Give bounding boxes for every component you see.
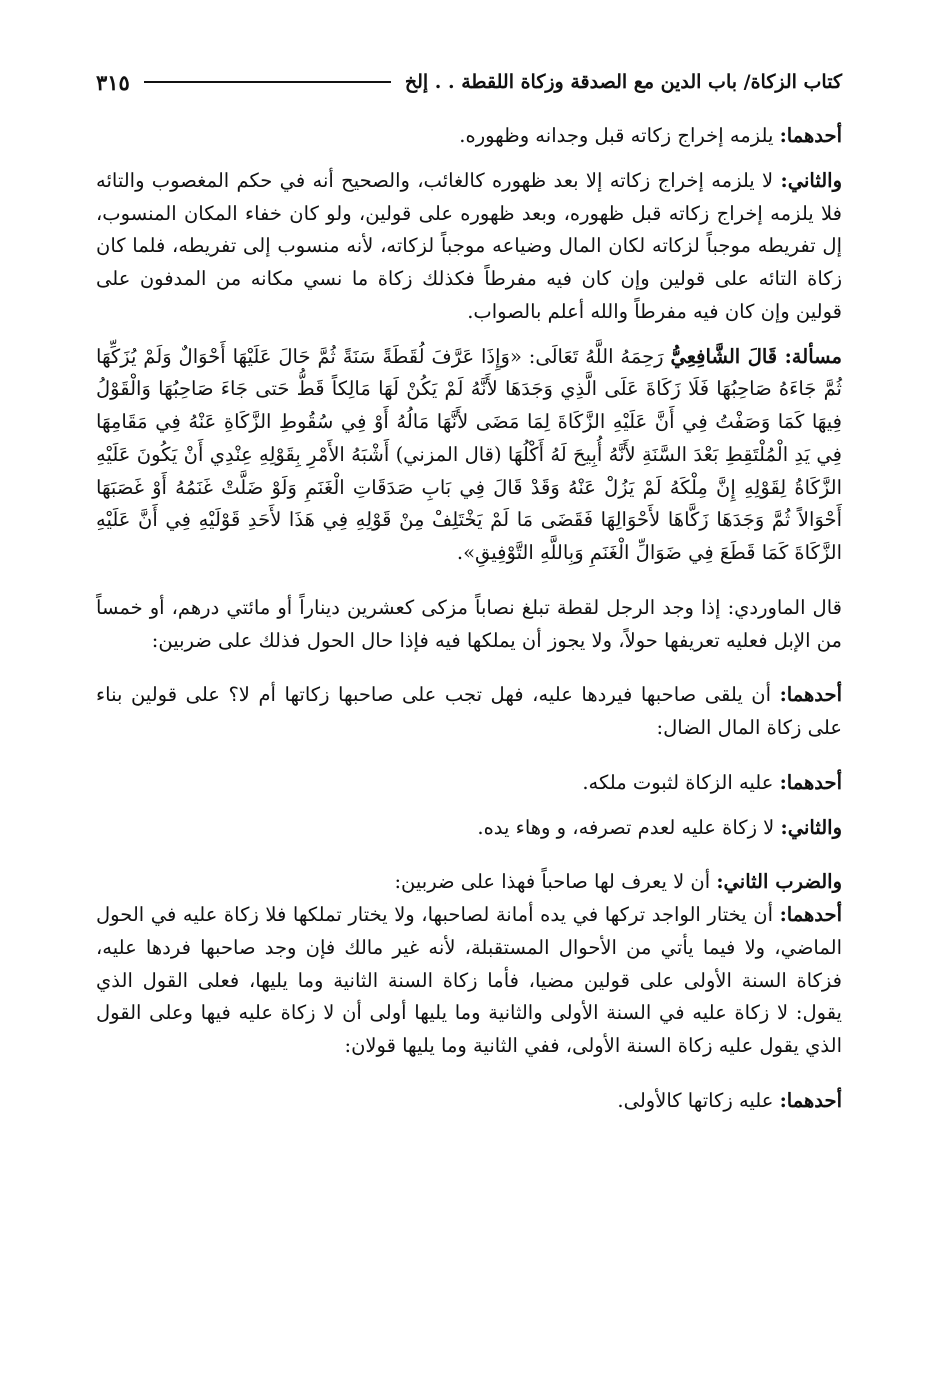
masala-label: مسألة: قَالَ الشَّافِعِيُّ xyxy=(670,344,842,368)
paragraph-5 xyxy=(96,679,842,745)
paragraph-6 xyxy=(96,767,842,800)
paragraph-text: لا يلزمه إخراج زكاته إلا بعد ظهوره كالغائب، والصحيح أنه في حكم المغصوب والتائه فلا يلزمه إخراج زكاته قبل ظهوره، وبعد ظهوره على قولين، ولو كان خفاء المكان المنسوب، إل تفريطه موجباً لزكاته لكان المال وضياعه موجباً لزكاته، لأنه منسوب إلى تفريطه، فلما كان زكاة التائه على قولين وإن كان فيه مفرطاً فكذلك زكاة ما نسي مكانه من المدفون على قولين وإن كان فيه مفرطاً والله أعلم بالصواب. xyxy=(96,168,842,323)
paragraph-1 xyxy=(96,120,842,153)
paragraph-text: يلزمه إخراج زكاته قبل وجدانه وظهوره. xyxy=(459,124,780,147)
paragraph-text: عليه الزكاة لثبوت ملكه. xyxy=(582,770,780,794)
page-number: ٣١٥ xyxy=(96,69,130,95)
paragraph-text: لا زكاة عليه لعدم تصرفه، و وهاء يده. xyxy=(477,815,781,839)
paragraph-text: أن يلقى صاحبها فيردها عليه، فهل تجب على صاحبها زكاتها أم لا؟ على قولين بناء على زكاة المال الضال: xyxy=(96,683,842,739)
masala-paragraph xyxy=(96,341,842,570)
paragraph-text: قال الماوردي: إذا وجد الرجل لقطة تبلغ نصاباً مزكى كعشرين ديناراً أو مائتي درهم، أو خمساً من الإبل فعليه تعريفها حولاً، ولا يجوز أن يملكها فيه فإذا حال الحول فذلك على ضربين: xyxy=(96,595,842,652)
paragraph-text: عليه زكاتها كالأولى. xyxy=(617,1088,780,1112)
mawardi-paragraph xyxy=(96,592,842,658)
paragraph-label: والضرب الثاني: xyxy=(716,870,842,894)
paragraph-label: أحدهما: xyxy=(779,683,842,707)
paragraph-label: والثاني: xyxy=(780,168,842,192)
paragraph-7 xyxy=(96,812,842,845)
paragraph-text: أن يختار الواجد تركها في يده أمانة لصاحبها، ولا يختار تملكها فلا زكاة عليه في الحول الماضي، ولا فيما يأتي من الأحوال المستقبلة، لأنه غير مالك فإن وجد صاحبها فردها عليه، فزكاة السنة الأولى على قولين مضيا، فأما زكاة السنة الثانية وما يليها، فعلى القول الذي يقول: لا زكاة عليه في السنة الأولى والثانية وما يليها أولى أن لا زكاة عليه فيها وعلى القول الذي يقول عليه زكاة السنة الأولى، ففي الثانية وما يليها قولان: xyxy=(96,903,842,1057)
paragraph-label: والثاني: xyxy=(780,815,842,839)
page-body xyxy=(96,120,842,1118)
paragraph-label: أحدهما: xyxy=(779,1088,842,1112)
header-rule xyxy=(144,81,391,83)
paragraph-9 xyxy=(96,899,842,1063)
paragraph-label: أحدهما: xyxy=(779,903,842,926)
paragraph-2 xyxy=(96,165,842,329)
paragraph-8 xyxy=(96,866,842,899)
paragraph-text: أن لا يعرف لها صاحباً فهذا على ضربين: xyxy=(394,870,717,894)
header-title: كتاب الزكاة/ باب الدين مع الصدقة وزكاة اللقطة . . إلخ xyxy=(404,71,842,93)
running-header xyxy=(96,62,842,102)
paragraph-10 xyxy=(96,1085,842,1118)
paragraph-label: أحدهما: xyxy=(779,770,842,794)
paragraph-label: أحدهما: xyxy=(779,124,842,147)
masala-text: رَحِمَهُ اللَّهُ تَعَالَى: «وَإِذَا عَرَّفَ لُقَطَةً سَنَةً ثُمَّ حَالَ عَلَيْهَا أَحْوَالٌ وَلَمْ يُزَكِّهَا ثُمَّ جَاءَهُ صَاحِبُهَا فَلَا زَكَاةَ عَلَى الَّذِي وَجَدَهَا لأَنَّهُ لَمْ يَكُنْ لَهَا مَالِكاً قَطُّ حَتى جَاءَ صَاحِبُهَا وَالْقَوْلُ فِيهَا كَمَا وَصَفْتُ فِي أَنَّ عَلَيْهِ الزَّكَاةَ لِمَا مَضَى لأَنَّهَا مَالُهُ أَوْ فِي سُقُوطِ الزَّكَاةِ عَنْهُ فِي مَقَامِهَا فِي يَدِ الْمُلْتَقِطِ بَعْدَ السَّنَةِ لأَنَّهُ أُبِيحَ لَهُ أَكْلُهَا (قال المزني) أَشْبَهُ الأَمْرِ بِقَوْلِهِ عِنْدِي أَنْ يَكُونَ عَلَيْهِ الزَّكَاةُ لِقَوْلِهِ إِنَّ مِلْكَهُ لَمْ يَزُلْ عَنْهُ وَقَدْ قَالَ فِي بَابِ صَدَقَاتِ الْغَنَمِ وَلَوْ ضَلَّتْ غَنَمُهُ أَوْ غَصَبَهَا أَحْوَالاً ثُمَّ وَجَدَهَا زَكَّاهَا لأَحْوَالِهَا فَقَضَى مَا لَمْ يَخْتَلِفْ مِنْ قَوْلِهِ فِي هَذَا لأَحَدِ قَوْلَيْهِ فِي أَنَّ عَلَيْهِ الزَّكَاةَ كَمَا قَطَعَ فِي ضَوَالِّ الْغَنَمِ وَبِاللَّهِ التَّوْفِيقِ». xyxy=(96,344,842,564)
